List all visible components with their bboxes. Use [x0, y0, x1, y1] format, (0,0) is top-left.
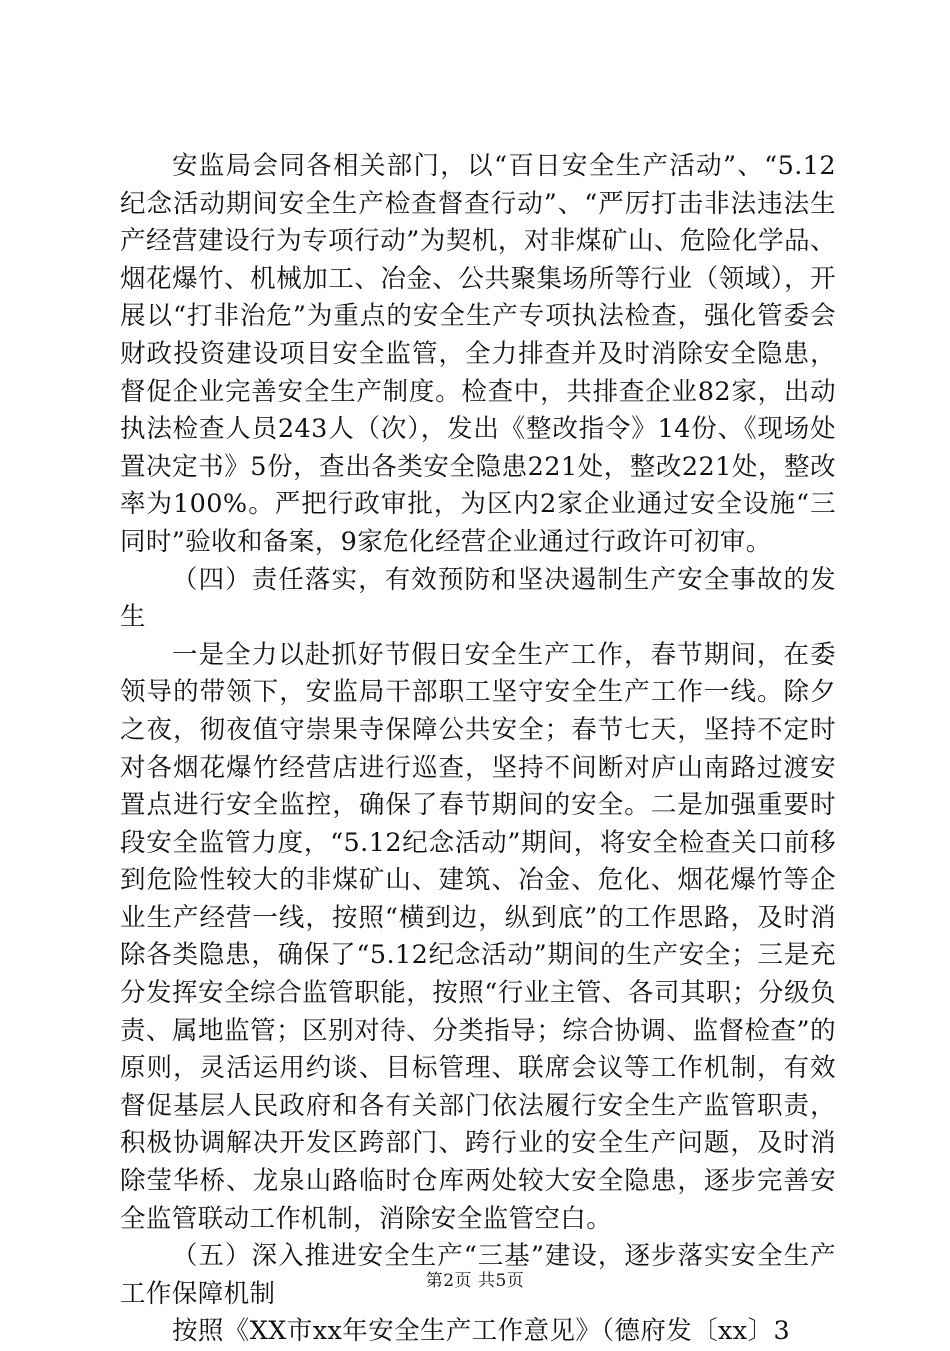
page-number-footer: 第2页 共5页 — [425, 1271, 525, 1291]
paragraph-work-opinion: 按照《XX市xx年安全生产工作意见》（德府发〔xx〕3 — [172, 1316, 791, 1347]
paragraph-responsibility: 一是全力以赴抓好节假日安全生产工作，春节期间，在委领导的带领下，安监局干部职工坚守安全生产工作一线。除夕之夜，彻夜值守崇果寺保障公共安全；春节七天，坚持不定时对各烟花爆竹经营店进行巡查，坚持不间断对庐山南路过渡安置点进行安全监控，确保了春节期间的安全。二是加强重要时段安全监管力度，“5.12纪念活动”期间，将安全检查关口前移到危险性较大的非煤矿山、建筑、冶金、危化、烟花爆竹等企业生产经营一线，按照“横到边，纵到底”的工作思路，及时消除各类隐患，确保了“5.12纪念活动”期间的生产安全；三是充分发挥安全综合监管职能，按照“行业主管、各司其职；分级负责、属地监管；区别对待、分类指导；综合协调、监督检查”的原则，灵活运用约谈、目标管理、联席会议等工作机制，有效督促基层人民政府和各有关部门依法履行安全生产监管职责，积极协调解决开发区跨部门、跨行业的安全生产问题，及时消除莹华桥、龙泉山路临时仓库两处较大安全隐患，逐步完善安全监管联动工作机制，消除安全监管空白。 — [120, 639, 836, 1234]
paragraph-safety-inspection: 安监局会同各相关部门，以“百日安全生产活动”、“5.12纪念活动期间安全生产检查督查行动”、“严厉打击非法违法生产经营建设行为专项行动”为契机，对非煤矿山、危险化学品、烟花爆竹、机械加工、冶金、公共聚集场所等行业（领域），开展以“打非治危”为重点的安全生产专项执法检查，强化管委会财政投资建设项目安全监管，全力排查并及时消除安全隐患，督促企业完善安全生产制度。检查中，共排查企业82家，出动执法检查人员243人（次），发出《整改指令》14份、《现场处置决定书》5份，查出各类安全隐患221处，整改221处，整改率为100%。严把行政审批，为区内2家企业通过安全设施“三同时”验收和备案，9家危化经营企业通过行政许可初审。 — [120, 151, 836, 557]
document-body — [120, 148, 836, 1351]
section-heading-four: （四）责任落实，有效预防和坚决遏制生产安全事故的发生 — [120, 564, 836, 633]
section-heading-five: （五）深入推进安全生产“三基”建设，逐步落实安全生产工作保障机制 — [120, 1241, 836, 1309]
